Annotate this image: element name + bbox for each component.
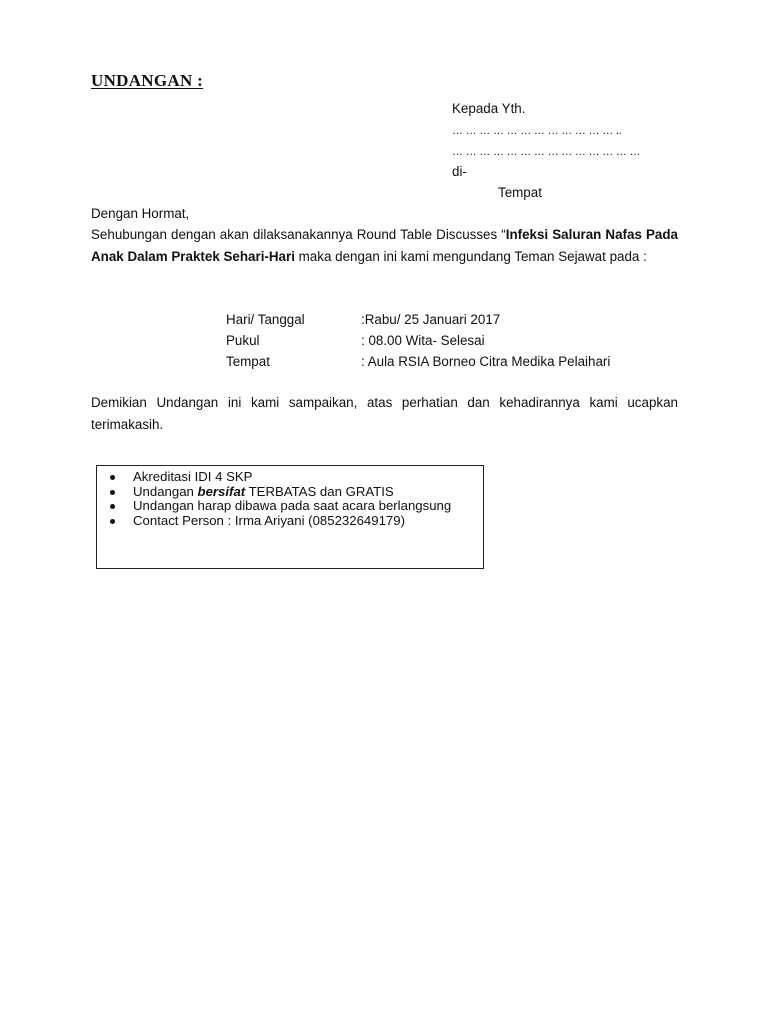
note-text-before: Undangan — [133, 483, 198, 499]
bullet-icon — [110, 504, 115, 509]
note-text: Undangan harap dibawa pada saat acara berlangsung — [133, 498, 452, 513]
opening-paragraph — [91, 224, 678, 268]
detail-row-venue — [226, 351, 686, 372]
detail-row-time — [226, 330, 686, 351]
detail-value: :Rabu/ 25 Januari 2017 — [361, 312, 501, 327]
note-item — [107, 485, 467, 500]
bullet-icon — [110, 519, 115, 524]
recipient-address-placeholder: … … … … … … … … … … … … … … — [452, 146, 641, 158]
recipient-di: di- — [452, 164, 467, 179]
closing-paragraph: Demikian Undangan ini kami sampaikan, atas perhatian dan kehadirannya kami ucapkan terimakasih. — [91, 395, 678, 432]
detail-value: : 08.00 Wita- Selesai — [361, 333, 485, 348]
note-text-after: TERBATAS dan GRATIS — [245, 483, 394, 499]
notes-box — [96, 465, 484, 569]
letter-title: UNDANGAN : — [91, 71, 204, 90]
detail-value: : Aula RSIA Borneo Citra Medika Pelaihari — [361, 354, 611, 369]
note-item — [107, 499, 467, 514]
note-item — [107, 514, 467, 529]
detail-label: Hari/ Tanggal — [226, 312, 305, 327]
opening-text-after: maka dengan ini kami mengundang Teman Sejawat pada : — [294, 249, 647, 264]
recipient-block — [452, 98, 692, 203]
detail-label: Tempat — [226, 354, 270, 369]
note-item — [107, 470, 467, 485]
note-text: Akreditasi IDI 4 SKP — [133, 469, 253, 484]
recipient-place: Tempat — [498, 185, 542, 200]
note-emphasis: bersifat — [197, 483, 246, 499]
recipient-name-placeholder: … … … … … … … … … … … … .. — [452, 125, 622, 137]
notes-list — [107, 470, 467, 528]
note-text: Contact Person : Irma Ariyani (085232649179) — [133, 512, 405, 528]
greeting: Dengan Hormat, — [91, 206, 190, 221]
event-topic: Infeksi Saluran Nafas Pada Anak Dalam Praktek Sehari-Hari — [91, 227, 678, 264]
opening-text-before: Sehubungan dengan akan dilaksanakannya Round Table Discusses “ — [91, 227, 506, 242]
detail-label: Pukul — [226, 333, 260, 348]
bullet-icon — [110, 475, 115, 480]
detail-row-date — [226, 309, 686, 330]
event-details — [226, 309, 686, 372]
recipient-salutation: Kepada Yth. — [452, 101, 526, 116]
bullet-icon — [110, 490, 115, 495]
